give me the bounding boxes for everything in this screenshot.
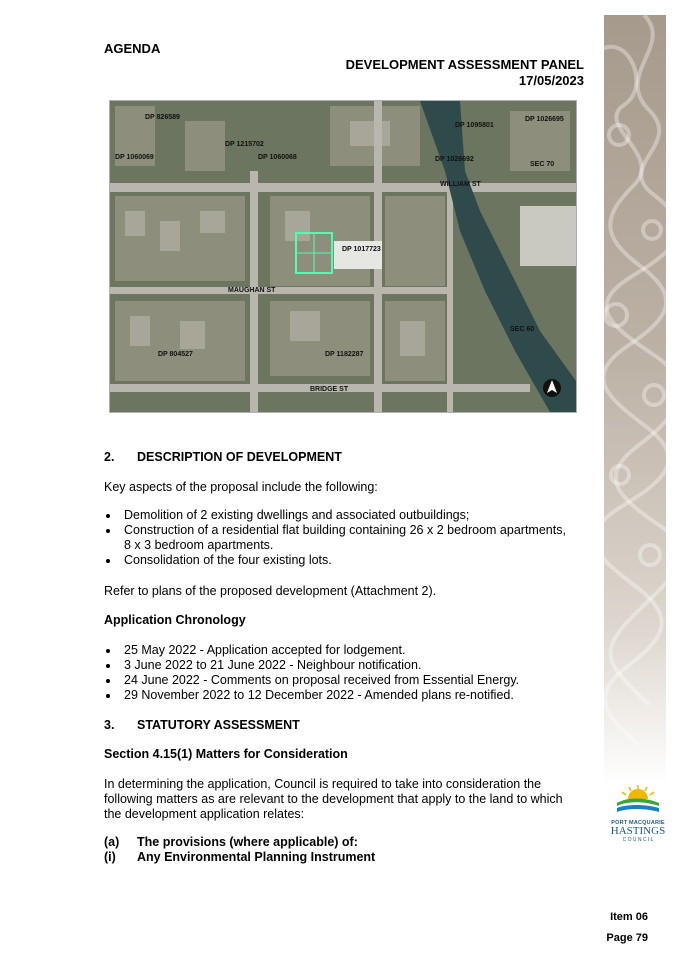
refer-plans-text: Refer to plans of the proposed development (Attachment 2). <box>104 584 437 598</box>
map-label: DP 826589 <box>145 114 180 121</box>
item-number: Item 06 <box>610 911 648 923</box>
map-label: DP 1017723 <box>342 246 381 253</box>
panel-title: DEVELOPMENT ASSESSMENT PANEL <box>345 57 584 72</box>
map-label: DP 1026692 <box>435 156 474 163</box>
meeting-date: 17/05/2023 <box>518 73 584 88</box>
section-2-title: DESCRIPTION OF DEVELOPMENT <box>137 450 342 464</box>
bullet-icon <box>106 679 110 683</box>
chronology-list <box>104 643 584 703</box>
list-item: Consolidation of the four existing lots. <box>104 553 584 568</box>
map-label: DP 1026695 <box>525 116 564 123</box>
map-label: SEC 70 <box>530 161 555 168</box>
section-4-15-heading: Section 4.15(1) Matters for Consideration <box>104 747 348 761</box>
bullet-icon <box>106 559 110 563</box>
bullet-icon <box>106 514 110 518</box>
map-label: WILLIAM ST <box>440 181 481 188</box>
map-label: BRIDGE ST <box>310 386 349 393</box>
section-3-title: STATUTORY ASSESSMENT <box>137 718 300 732</box>
logo-line-3: C O U N C I L <box>622 837 654 843</box>
bullet-icon <box>106 649 110 653</box>
list-item: Demolition of 2 existing dwellings and associated outbuildings; <box>104 508 584 523</box>
list-item: 3 June 2022 to 21 June 2022 - Neighbour notification. <box>104 658 584 673</box>
paragraph-line: the development application relates: <box>104 807 305 821</box>
section-3-number: 3. <box>104 718 115 732</box>
bullet-icon <box>106 529 110 533</box>
map-label: DP 1060069 <box>115 154 154 161</box>
logo-line-1: PORT MACQUARIE <box>611 820 665 826</box>
swirl-pattern <box>604 15 666 785</box>
list-item: (a) The provisions (where applicable) of: <box>104 835 358 849</box>
map-label: DP 1060068 <box>258 154 297 161</box>
provisions-list <box>104 835 375 865</box>
considerations-paragraph <box>104 777 594 822</box>
map-label: DP 1095801 <box>455 122 494 129</box>
decorative-sidebar <box>604 15 666 785</box>
aerial-map <box>109 100 577 413</box>
map-label: MAUGHAN ST <box>228 287 276 294</box>
list-item: 24 June 2022 - Comments on proposal received from Essential Energy. <box>104 673 584 688</box>
section-2-number: 2. <box>104 450 115 464</box>
list-item: 25 May 2022 - Application accepted for lodgement. <box>104 643 584 658</box>
map-label: SEC 60 <box>510 326 535 333</box>
page-number: Page 79 <box>606 932 648 944</box>
list-item: (i) Any Environmental Planning Instrument <box>104 850 376 864</box>
sun-wave-logo-icon <box>615 785 661 815</box>
map-label: DP 804527 <box>158 351 193 358</box>
bullet-icon <box>106 694 110 698</box>
chronology-heading: Application Chronology <box>104 613 246 627</box>
paragraph-line: In determining the application, Council is required to take into consideration the <box>104 777 542 791</box>
map-label: DP 1182287 <box>325 351 364 358</box>
list-item: 29 November 2022 to 12 December 2022 - Amended plans re-notified. <box>104 688 584 703</box>
list-item: Construction of a residential flat building containing 26 x 2 bedroom apartments, <box>104 523 584 538</box>
section-2-intro: Key aspects of the proposal include the following: <box>104 480 378 494</box>
bullet-icon <box>106 664 110 668</box>
map-label: DP 1215702 <box>225 141 264 148</box>
aerial-map-graphic <box>110 101 576 412</box>
list-item-continuation: 8 x 3 bedroom apartments. <box>124 538 274 552</box>
agenda-heading: AGENDA <box>104 41 161 56</box>
council-logo <box>606 785 670 843</box>
paragraph-line: following matters as are relevant to the development that apply to the land to which <box>104 792 563 806</box>
proposal-bullets <box>104 508 584 568</box>
logo-line-2: HASTINGS <box>610 825 666 837</box>
